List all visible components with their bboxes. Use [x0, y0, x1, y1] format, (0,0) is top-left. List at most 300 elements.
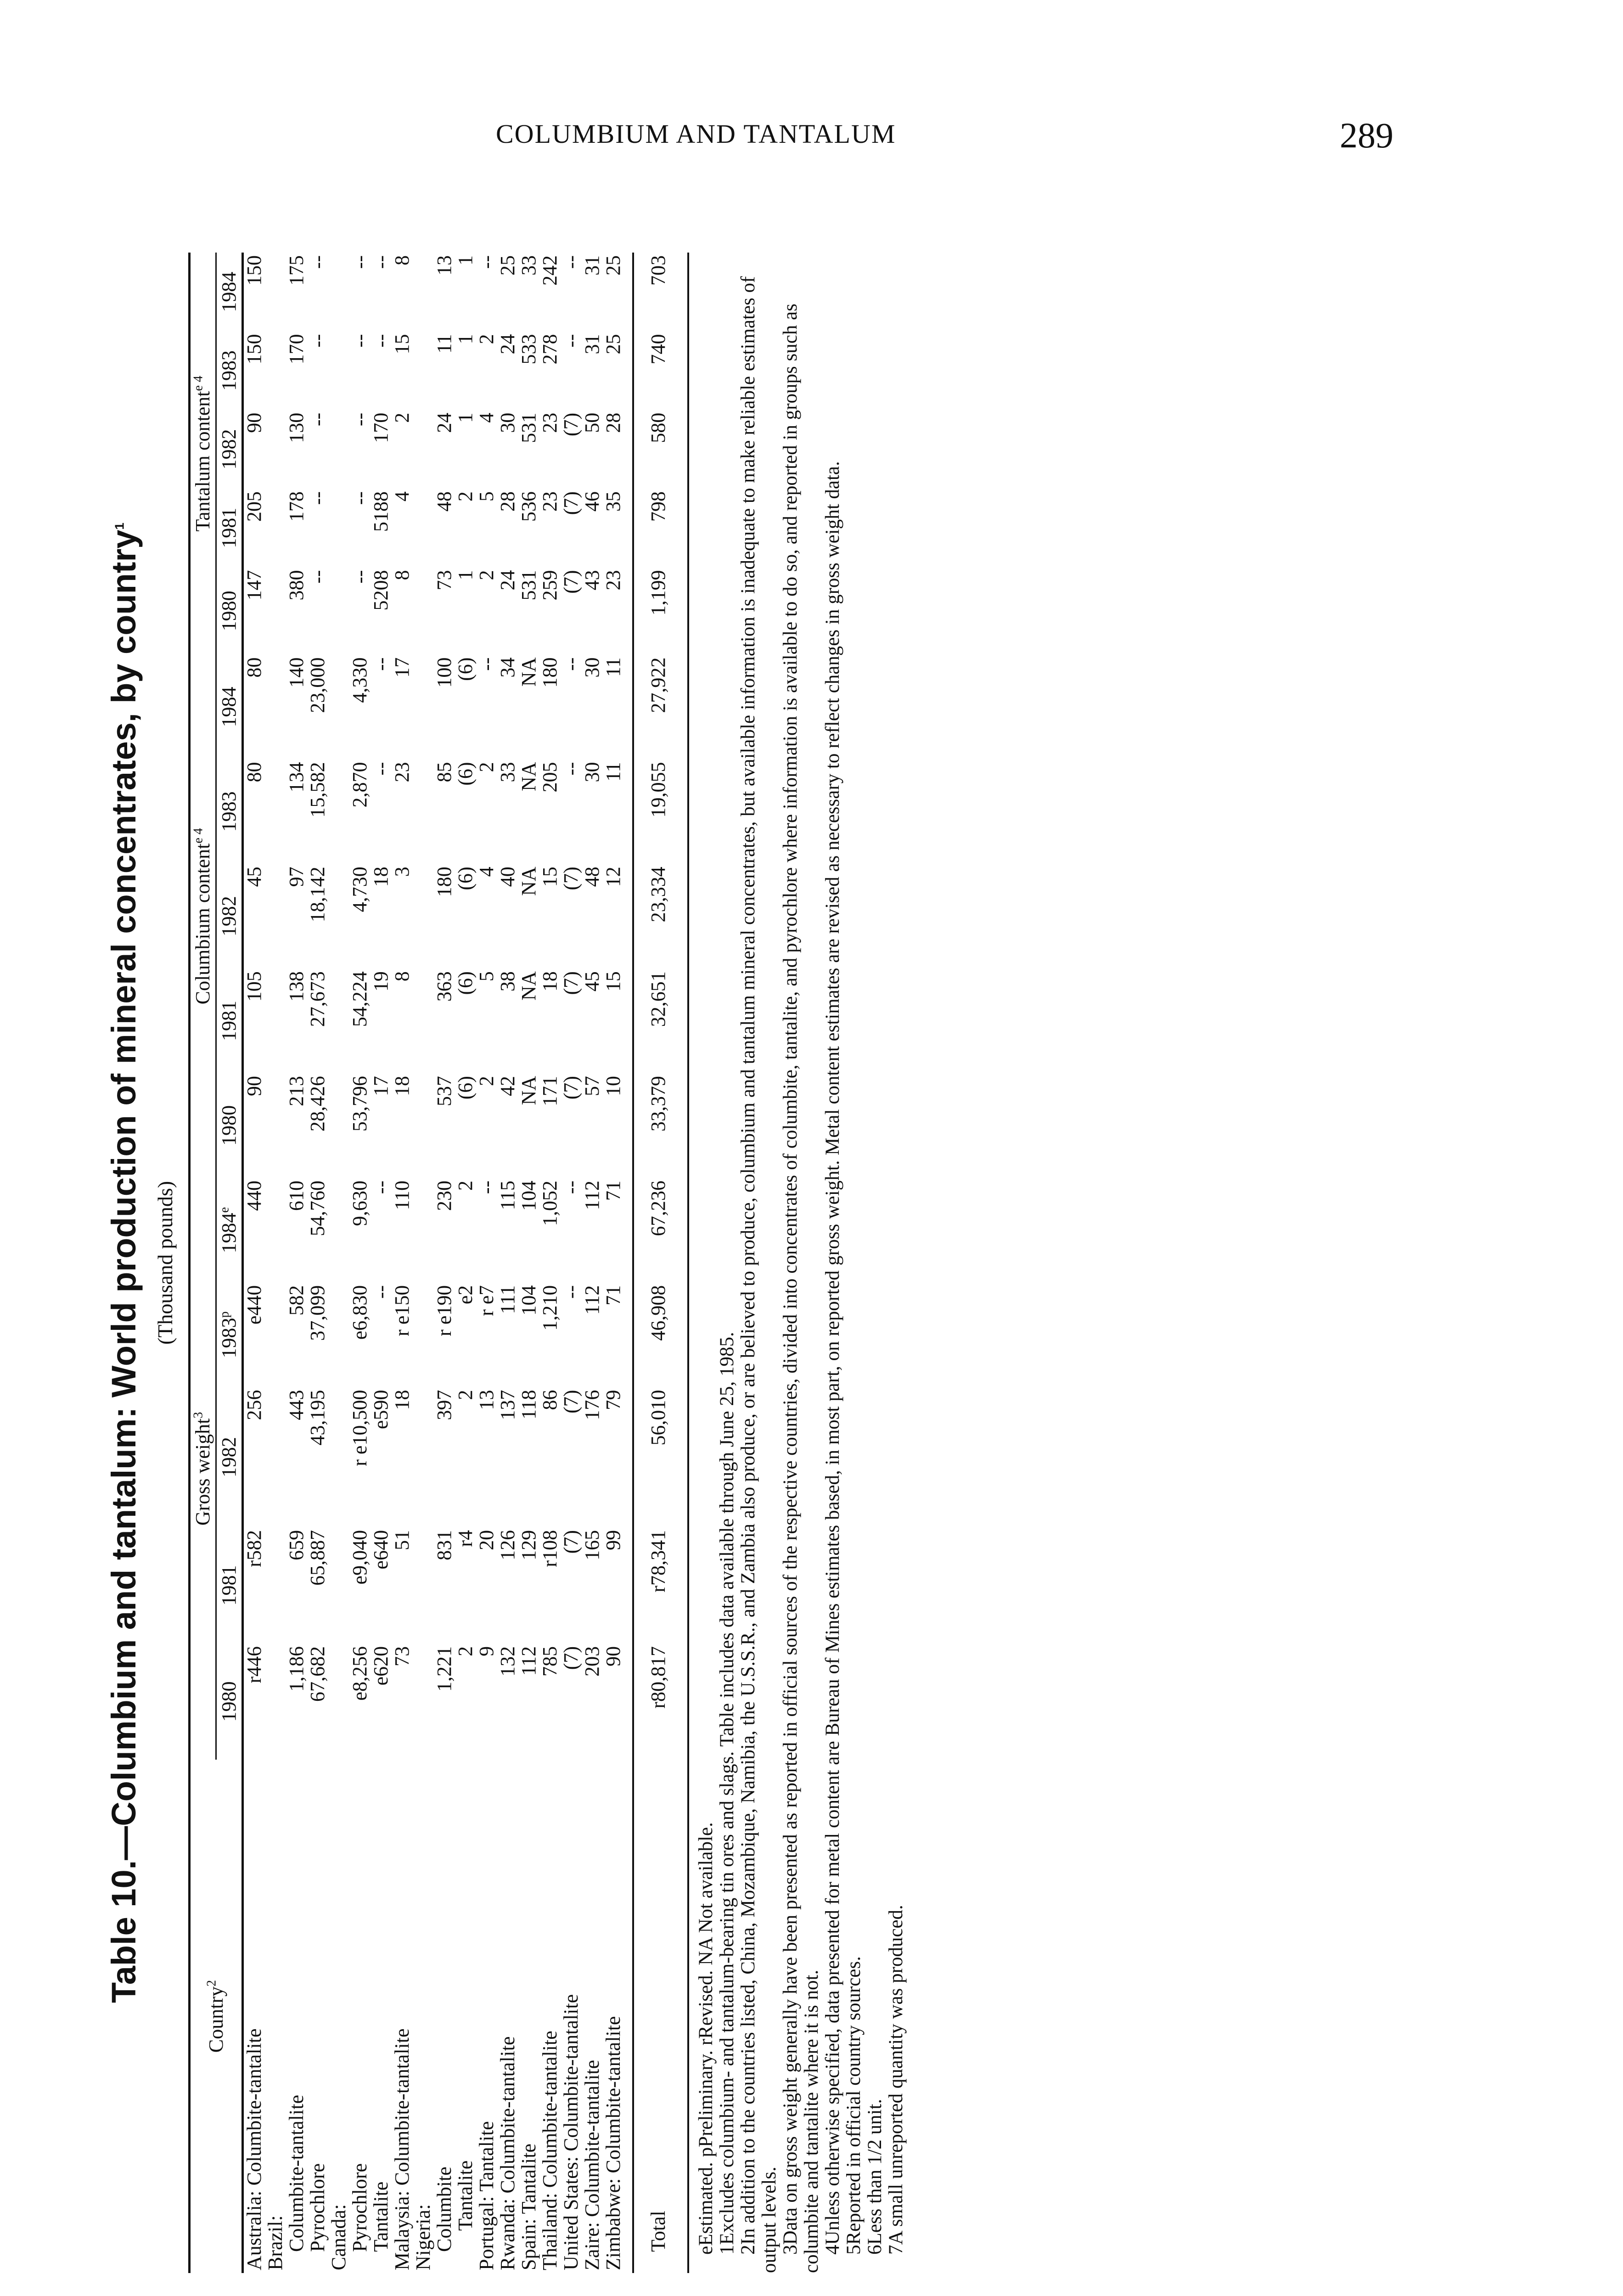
value-cell: 104 — [517, 1180, 540, 1211]
value-cell: -- — [370, 762, 392, 776]
value-cell — [265, 1527, 286, 1643]
footnote: 6Less than 1/2 unit. — [864, 2099, 886, 2255]
value-cell — [265, 655, 286, 760]
group-header-row — [190, 253, 216, 2273]
value-cell: 45 — [243, 867, 265, 887]
value-cell: 33 — [496, 762, 519, 782]
table-row — [392, 253, 413, 2273]
value-cell: r582 — [243, 1530, 265, 1567]
footnote: 4Unless otherwise specified, data presented for metal content are Bureau of Mines estimates based, in most part, on reported gross weight. Metal content estimates are revised as necessary to reflect changes in gross weight data. — [822, 461, 843, 2255]
group-header-gross-weight: Gross weight$^3$ — [190, 1178, 216, 1760]
value-cell: 256 — [243, 1390, 265, 1420]
value-cell: -- — [560, 334, 582, 348]
value-cell: 112 — [581, 1180, 603, 1210]
table-body — [243, 253, 669, 2273]
value-cell: 4 — [391, 491, 413, 502]
total-value-cell: 23,334 — [647, 867, 669, 923]
value-cell: 659 — [285, 1530, 308, 1561]
value-cell: 24 — [496, 570, 519, 591]
value-cell: 582 — [285, 1285, 308, 1316]
value-cell: 150 — [243, 334, 265, 365]
value-cell: -- — [560, 1180, 582, 1194]
value-cell — [328, 1178, 349, 1283]
value-cell: 5 — [475, 491, 498, 502]
year-header: 1983$^p$ — [216, 1283, 243, 1387]
value-cell — [328, 864, 349, 968]
value-cell: -- — [560, 762, 582, 776]
total-value-cell: 703 — [647, 255, 669, 286]
total-value-cell: 56,010 — [647, 1390, 669, 1446]
table-title — [96, 253, 152, 2273]
value-cell — [328, 567, 349, 654]
year-header: 1981 — [216, 1527, 243, 1643]
value-cell: 397 — [433, 1390, 455, 1420]
value-cell: 23,000 — [306, 657, 329, 713]
value-cell — [265, 1643, 286, 1760]
value-cell — [265, 567, 286, 654]
value-cell: (7) — [560, 1076, 582, 1100]
year-header: 1980 — [216, 1643, 243, 1760]
value-cell: e9,040 — [348, 1530, 371, 1585]
country-cell: Zaire: Columbite-tantalite — [581, 2060, 603, 2270]
rotated-table-block — [96, 253, 1253, 2273]
value-cell: 205 — [539, 762, 561, 793]
value-cell: 24 — [496, 334, 519, 355]
value-cell: 278 — [539, 334, 561, 365]
value-cell: 28,426 — [306, 1076, 329, 1132]
value-cell: 831 — [433, 1530, 455, 1561]
value-cell: (6) — [454, 971, 477, 995]
value-cell: 531 — [517, 570, 540, 601]
value-cell: -- — [306, 412, 329, 427]
group-header-columbium-content: Columbium content$^{e 4}$ — [190, 655, 216, 1178]
value-cell: 1,186 — [285, 1646, 308, 1692]
value-cell: 3 — [391, 867, 413, 877]
value-cell: 45 — [581, 971, 603, 992]
value-cell: (6) — [454, 867, 477, 890]
value-cell: 80 — [243, 657, 265, 678]
year-header: 1982 — [216, 864, 243, 968]
value-cell: 73 — [391, 1646, 413, 1667]
value-cell: -- — [475, 657, 498, 671]
value-cell: 33 — [517, 255, 540, 276]
value-cell: 104 — [517, 1285, 540, 1316]
value-cell: r e150 — [391, 1285, 413, 1337]
value-cell: 25 — [602, 334, 624, 355]
value-cell: 10 — [602, 1076, 624, 1097]
value-cell: 27,673 — [306, 971, 329, 1027]
table-row — [561, 253, 582, 2273]
total-value-cell: 33,379 — [647, 1076, 669, 1132]
value-cell: (7) — [560, 412, 582, 437]
value-cell — [413, 253, 434, 331]
table-row — [265, 253, 286, 2273]
total-value-cell: 46,908 — [647, 1285, 669, 1341]
value-cell: -- — [348, 570, 371, 584]
value-cell — [328, 331, 349, 410]
value-cell: 18 — [391, 1390, 413, 1410]
value-cell: -- — [370, 255, 392, 269]
page-number: 289 — [1340, 115, 1393, 155]
value-cell: 610 — [285, 1180, 308, 1211]
value-cell: 11 — [433, 334, 455, 354]
value-cell — [328, 655, 349, 760]
value-cell: 34 — [496, 657, 519, 678]
value-cell: 4 — [475, 412, 498, 423]
value-cell: 23 — [539, 491, 561, 512]
value-cell: -- — [348, 491, 371, 505]
value-cell: r108 — [539, 1530, 561, 1567]
value-cell: 46 — [581, 491, 603, 512]
value-cell — [328, 1387, 349, 1527]
value-cell: -- — [560, 255, 582, 269]
country-cell: Columbite — [433, 2167, 455, 2252]
country-cell: Canada: — [327, 2204, 350, 2270]
value-cell: 140 — [285, 657, 308, 688]
value-cell: 50 — [581, 412, 603, 433]
value-cell: 12 — [602, 867, 624, 887]
value-cell — [265, 253, 286, 331]
total-label: Total — [647, 2211, 669, 2252]
value-cell — [265, 1387, 286, 1527]
value-cell: 90 — [602, 1646, 624, 1667]
value-cell: 9,630 — [348, 1180, 371, 1226]
value-cell: 37,099 — [306, 1285, 329, 1341]
value-cell: e440 — [243, 1285, 265, 1325]
value-cell: r e190 — [433, 1285, 455, 1337]
value-cell — [265, 759, 286, 864]
value-cell: 1,210 — [539, 1285, 561, 1331]
value-cell: 171 — [539, 1076, 561, 1107]
value-cell: 23 — [539, 412, 561, 433]
value-cell: 28 — [602, 412, 624, 433]
value-cell — [413, 655, 434, 760]
value-cell: e620 — [370, 1646, 392, 1686]
country-cell: Columbite-tantalite — [285, 2094, 308, 2252]
total-value-cell: 32,651 — [647, 971, 669, 1027]
total-value-cell: 1,199 — [647, 570, 669, 616]
table-row — [371, 253, 392, 2273]
group-header-tantalum-content: Tantalum content$^{e 4}$ — [190, 253, 216, 655]
value-cell: 115 — [496, 1180, 519, 1210]
value-cell: 18 — [370, 867, 392, 887]
value-cell: (7) — [560, 1646, 582, 1670]
value-cell: 79 — [602, 1390, 624, 1410]
value-cell: (6) — [454, 762, 477, 786]
value-cell: (7) — [560, 570, 582, 594]
country-cell: Portugal: Tantalite — [475, 2121, 498, 2270]
value-cell: 57 — [581, 1076, 603, 1097]
value-cell: -- — [306, 334, 329, 348]
value-cell: 4,330 — [348, 657, 371, 703]
country-cell: Tantalite — [454, 2160, 477, 2231]
value-cell: 23 — [391, 762, 413, 782]
value-cell — [328, 253, 349, 331]
table-row — [328, 253, 349, 2273]
value-cell: 48 — [581, 867, 603, 887]
value-cell: r e10,500 — [348, 1390, 371, 1466]
table-row — [349, 253, 371, 2273]
value-cell: 15 — [602, 971, 624, 992]
value-cell — [413, 410, 434, 489]
value-cell: 363 — [433, 971, 455, 1002]
value-cell: 537 — [433, 1076, 455, 1107]
value-cell — [413, 759, 434, 864]
value-cell: 129 — [517, 1530, 540, 1561]
value-cell — [413, 864, 434, 968]
value-cell: 17 — [391, 657, 413, 678]
value-cell: r4 — [454, 1530, 477, 1547]
table-row — [455, 253, 476, 2273]
value-cell: 71 — [602, 1180, 624, 1201]
value-cell: 25 — [602, 255, 624, 276]
value-cell — [265, 1073, 286, 1178]
value-cell: 20 — [475, 1530, 498, 1551]
value-cell: 99 — [602, 1530, 624, 1551]
table-row — [539, 253, 561, 2273]
year-header: 1981 — [216, 489, 243, 567]
value-cell: 531 — [517, 412, 540, 443]
value-cell: 178 — [285, 491, 308, 522]
value-cell: 242 — [539, 255, 561, 286]
value-cell: 31 — [581, 255, 603, 276]
value-cell: 28 — [496, 491, 519, 512]
year-header: 1984e — [216, 1178, 243, 1283]
value-cell: 80 — [243, 762, 265, 782]
value-cell: -- — [306, 255, 329, 269]
value-cell: -- — [370, 657, 392, 671]
value-cell: 105 — [243, 971, 265, 1002]
value-cell: 13 — [475, 1390, 498, 1410]
value-cell: 5 — [475, 971, 498, 982]
value-cell: -- — [370, 1180, 392, 1194]
value-cell: (7) — [560, 867, 582, 890]
country-cell: Nigeria: — [412, 2204, 434, 2270]
value-cell: 440 — [243, 1180, 265, 1211]
value-cell: 4 — [475, 867, 498, 877]
value-cell: 86 — [539, 1390, 561, 1410]
year-header: 1980 — [216, 1073, 243, 1178]
value-cell: (6) — [454, 657, 477, 681]
value-cell: 130 — [285, 412, 308, 443]
value-cell: 785 — [539, 1646, 561, 1677]
country-cell: United States: Columbite-tantalite — [560, 1994, 582, 2270]
value-cell: 24 — [433, 412, 455, 433]
value-cell: 259 — [539, 570, 561, 601]
value-cell — [265, 864, 286, 968]
country-cell: Australia: Columbite-tantalite — [243, 2028, 265, 2270]
country-cell: Thailand: Columbite-tantalite — [539, 2031, 561, 2270]
total-row — [634, 253, 669, 2273]
value-cell: 51 — [391, 1530, 413, 1551]
value-cell: 30 — [581, 762, 603, 782]
value-cell: 85 — [433, 762, 455, 782]
year-header: 1984 — [216, 655, 243, 760]
footnotes — [687, 253, 907, 2273]
value-cell: 230 — [433, 1180, 455, 1211]
value-cell: 17 — [370, 1076, 392, 1097]
table-row — [286, 253, 307, 2273]
value-cell: 90 — [243, 412, 265, 433]
value-cell: 165 — [581, 1530, 603, 1561]
value-cell: 170 — [285, 334, 308, 365]
table-title-text: Table 10.—Columbium and tantalum: World production of mineral concentrates, by country — [105, 529, 143, 2003]
value-cell — [328, 410, 349, 489]
year-header: 1984 — [216, 253, 243, 331]
value-cell: 533 — [517, 334, 540, 365]
value-cell: 18 — [539, 971, 561, 992]
value-cell — [328, 968, 349, 1073]
value-cell: 65,887 — [306, 1530, 329, 1586]
value-cell — [328, 1643, 349, 1760]
value-cell: 23 — [602, 570, 624, 591]
running-title: COLUMBIUM AND TANTALUM — [496, 119, 896, 149]
footnote: 5Reported in official country sources. — [843, 1956, 865, 2255]
value-cell: -- — [370, 1285, 392, 1299]
value-cell: 31 — [581, 334, 603, 355]
value-cell: 134 — [285, 762, 308, 793]
value-cell: (6) — [454, 1076, 477, 1100]
value-cell: (7) — [560, 1530, 582, 1554]
country-cell: Spain: Tantalite — [517, 2144, 540, 2270]
total-value-cell: 27,922 — [647, 657, 669, 713]
value-cell — [328, 1283, 349, 1387]
value-cell — [265, 968, 286, 1073]
total-value-cell: 798 — [647, 491, 669, 522]
table-row — [434, 253, 455, 2273]
country-cell: Rwanda: Columbite-tantalite — [496, 2036, 519, 2270]
country-cell: Pyrochlore — [348, 2163, 371, 2252]
value-cell: 380 — [285, 570, 308, 601]
value-cell: 180 — [433, 867, 455, 897]
value-cell: 132 — [496, 1646, 519, 1677]
value-cell: -- — [560, 1285, 582, 1299]
footnote: eEstimated. pPreliminary. rRevised. NA Not available. — [695, 1822, 717, 2255]
country-header: Country$^2$ — [190, 1760, 243, 2273]
value-cell: 5188 — [370, 491, 392, 532]
value-cell: 48 — [433, 491, 455, 512]
table-subtitle: (Thousand pounds) — [153, 1181, 177, 1345]
footnote: 1Excludes columbium- and tantalum-bearing tin ores and slags. Table includes data available through June 25, 1985. — [716, 1332, 738, 2255]
table-row — [518, 253, 539, 2273]
country-cell: Pyrochlore — [306, 2163, 329, 2252]
value-cell: 2 — [475, 570, 498, 580]
year-header: 1983 — [216, 759, 243, 864]
value-cell: 53,796 — [348, 1076, 371, 1132]
total-value-cell: 740 — [647, 334, 669, 365]
value-cell: 150 — [243, 255, 265, 286]
value-cell: 176 — [581, 1390, 603, 1420]
year-header: 1983 — [216, 331, 243, 410]
value-cell: 205 — [243, 491, 265, 522]
value-cell: 112 — [581, 1285, 603, 1315]
value-cell: 13 — [433, 255, 455, 276]
value-cell — [265, 1283, 286, 1387]
value-cell: 100 — [433, 657, 455, 688]
value-cell: 67,682 — [306, 1646, 329, 1702]
value-cell: NA — [517, 1076, 540, 1105]
value-cell — [413, 968, 434, 1073]
value-cell: NA — [517, 657, 540, 687]
value-cell: 112 — [517, 1646, 540, 1676]
value-cell — [413, 1073, 434, 1178]
value-cell: 2 — [454, 491, 477, 502]
value-cell: 11 — [602, 657, 624, 677]
value-cell — [413, 1283, 434, 1387]
value-cell: 11 — [602, 762, 624, 782]
value-cell: 42 — [496, 1076, 519, 1097]
footnote: 3Data on gross weight generally have been presented as reported in official sources of the respective countries, divided into concentrates of columbite, tantalite, and pyrochlore where information is available to do so, and reported in groups such as columbite and tantalite where it is not. — [780, 304, 822, 2273]
value-cell: 8 — [391, 255, 413, 265]
value-cell: 1,221 — [433, 1646, 455, 1692]
table-row — [582, 253, 603, 2273]
value-cell — [328, 1073, 349, 1178]
value-cell: 54,760 — [306, 1180, 329, 1236]
total-value-cell: 19,055 — [647, 762, 669, 818]
value-cell: 1 — [454, 412, 477, 423]
value-cell: 138 — [285, 971, 308, 1002]
value-cell: 1 — [454, 334, 477, 344]
value-cell: -- — [348, 334, 371, 348]
value-cell: -- — [475, 255, 498, 269]
value-cell: -- — [348, 412, 371, 427]
value-cell: -- — [370, 334, 392, 348]
value-cell: 54,224 — [348, 971, 371, 1027]
value-cell: 71 — [602, 1285, 624, 1306]
value-cell: e6,830 — [348, 1285, 371, 1340]
value-cell — [413, 1387, 434, 1527]
value-cell: (7) — [560, 971, 582, 995]
country-cell: Brazil: — [264, 2215, 286, 2270]
total-value-cell: r78,341 — [647, 1530, 669, 1593]
value-cell: 2,870 — [348, 762, 371, 808]
value-cell — [265, 410, 286, 489]
value-cell: NA — [517, 867, 540, 896]
value-cell: 4,730 — [348, 867, 371, 912]
value-cell: 15,582 — [306, 762, 329, 818]
value-cell: 1,052 — [539, 1180, 561, 1226]
value-cell: 2 — [475, 334, 498, 344]
value-cell — [413, 1527, 434, 1643]
value-cell — [328, 759, 349, 864]
value-cell: 30 — [581, 657, 603, 678]
value-cell: 203 — [581, 1646, 603, 1677]
year-header: 1982 — [216, 410, 243, 489]
value-cell: -- — [560, 657, 582, 671]
value-cell: 8 — [391, 971, 413, 982]
value-cell: 73 — [433, 570, 455, 591]
value-cell: r446 — [243, 1646, 265, 1683]
value-cell: 170 — [370, 412, 392, 443]
country-cell: Zimbabwe: Columbite-tantalite — [602, 2016, 624, 2270]
value-cell — [265, 1178, 286, 1283]
value-cell: e590 — [370, 1390, 392, 1429]
value-cell — [413, 567, 434, 654]
table-row — [603, 253, 633, 2273]
value-cell — [413, 1643, 434, 1760]
value-cell: -- — [306, 570, 329, 584]
value-cell: 18 — [391, 1076, 413, 1097]
value-cell: NA — [517, 762, 540, 792]
value-cell: -- — [306, 491, 329, 505]
value-cell: 536 — [517, 491, 540, 522]
value-cell: 97 — [285, 867, 308, 887]
table-row — [243, 253, 265, 2273]
value-cell: -- — [348, 255, 371, 269]
value-cell: e640 — [370, 1530, 392, 1570]
country-cell: Tantalite — [370, 2181, 392, 2252]
value-cell: 2 — [454, 1646, 477, 1657]
